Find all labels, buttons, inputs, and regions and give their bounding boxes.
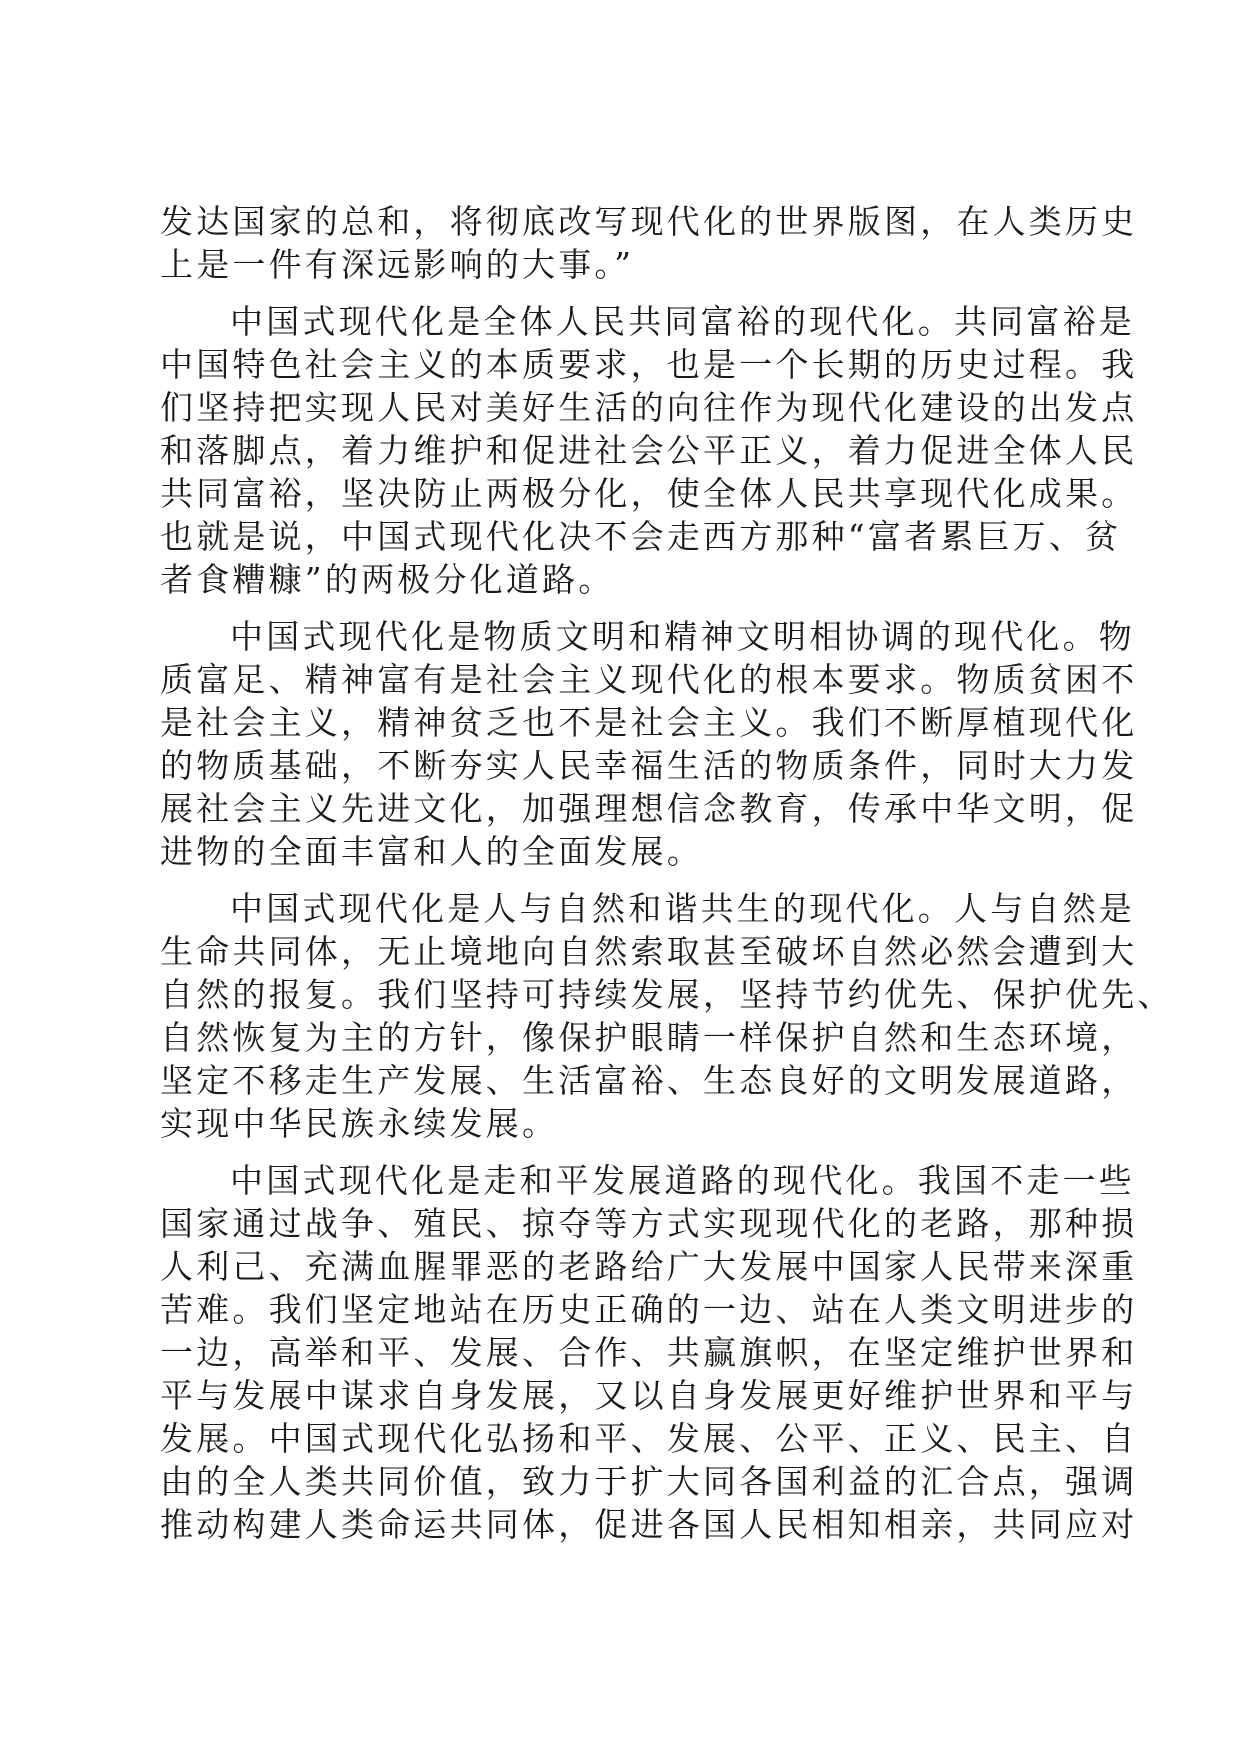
text-line: 实现中华民族永续发展。 — [160, 1104, 559, 1143]
text-line: 推动构建人类命运共同体，促进各国人民相知相亲，共同应对 — [160, 1505, 1138, 1544]
text-line: 自然的报复。我们坚持可持续发展，坚持节约优先、保护优先、 — [160, 975, 1174, 1014]
paragraph-start-line: 中国式现代化是人与自然和谐共生的现代化。人与自然是 — [230, 889, 1135, 928]
text-line: 由的全人类共同价值，致力于扩大同各国利益的汇合点，强调 — [160, 1462, 1138, 1501]
text-line: 上是一件有深远影响的大事。” — [160, 245, 635, 284]
text-line: 一边，高举和平、发展、合作、共赢旗帜，在坚定维护世界和 — [160, 1333, 1138, 1372]
text-line: 发达国家的总和，将彻底改写现代化的世界版图，在人类历史 — [160, 202, 1138, 241]
text-line: 生命共同体，无止境地向自然索取甚至破坏自然必然会遭到大 — [160, 932, 1138, 971]
text-line: 中国特色社会主义的本质要求，也是一个长期的历史过程。我 — [160, 345, 1138, 384]
paragraph-start-line: 中国式现代化是物质文明和精神文明相协调的现代化。物 — [230, 617, 1135, 656]
text-line: 人利己、充满血腥罪恶的老路给广大发展中国家人民带来深重 — [160, 1247, 1138, 1286]
text-line: 们坚持把实现人民对美好生活的向往作为现代化建设的出发点 — [160, 388, 1138, 427]
text-line: 也就是说，中国式现代化决不会走西方那种“富者累巨万、贫 — [160, 517, 1122, 556]
text-line: 自然恢复为主的方针，像保护眼睛一样保护自然和生态环境， — [160, 1018, 1138, 1057]
text-line: 是社会主义，精神贫乏也不是社会主义。我们不断厚植现代化 — [160, 703, 1138, 742]
text-line: 国家通过战争、殖民、掠夺等方式实现现代化的老路，那种损 — [160, 1204, 1138, 1243]
text-line: 平与发展中谋求自身发展，又以自身发展更好维护世界和平与 — [160, 1376, 1138, 1415]
text-line: 的物质基础，不断夯实人民幸福生活的物质条件，同时大力发 — [160, 746, 1138, 785]
text-line: 展社会主义先进文化，加强理想信念教育，传承中华文明，促 — [160, 789, 1138, 828]
paragraph-start-line: 中国式现代化是全体人民共同富裕的现代化。共同富裕是 — [230, 302, 1135, 341]
text-line: 和落脚点，着力维护和促进社会公平正义，着力促进全体人民 — [160, 431, 1138, 470]
text-line: 坚定不移走生产发展、生活富裕、生态良好的文明发展道路， — [160, 1061, 1138, 1100]
text-line: 苦难。我们坚定地站在历史正确的一边、站在人类文明进步的 — [160, 1290, 1138, 1329]
text-line: 者食糟糠”的两极分化道路。 — [160, 560, 615, 599]
text-line: 进物的全面丰富和人的全面发展。 — [160, 832, 703, 871]
text-line: 发展。中国式现代化弘扬和平、发展、公平、正义、民主、自 — [160, 1419, 1138, 1458]
text-line: 质富足、精神富有是社会主义现代化的根本要求。物质贫困不 — [160, 660, 1138, 699]
paragraph-start-line: 中国式现代化是走和平发展道路的现代化。我国不走一些 — [230, 1161, 1135, 1200]
document-body — [160, 200, 1174, 1546]
text-line: 共同富裕，坚决防止两极分化，使全体人民共享现代化成果。 — [160, 474, 1138, 513]
